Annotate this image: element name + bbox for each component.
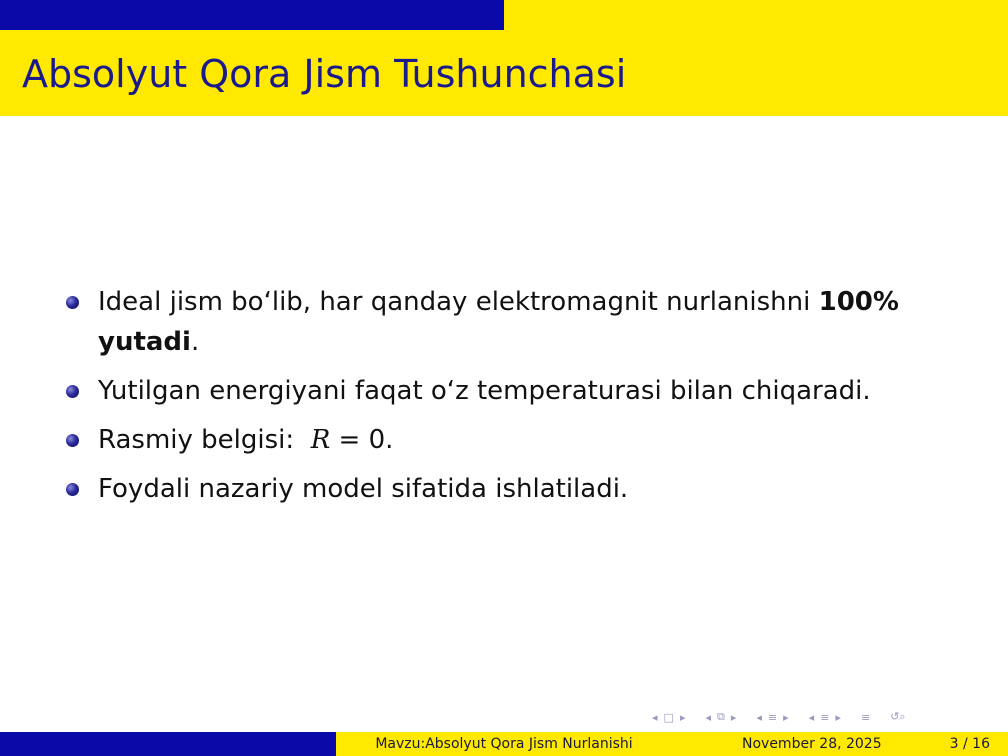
bullet-bold-text: 100% yutadi [98,287,899,357]
bullet-list [66,282,946,509]
bullet-icon [66,296,79,309]
nav-frame-icon[interactable]: ⧉ [717,710,725,723]
bullet-icon [66,434,79,447]
footer-bar [0,732,1008,756]
nav-first-icon[interactable]: □ [663,710,674,724]
bullet-text: Foydali nazariy model sifatida ishlatiladi. [98,474,629,504]
bullet-item [66,371,946,411]
math-equation: = 0. [330,425,394,455]
title-band [0,30,1008,116]
footer-page-number: 3 / 16 [949,736,990,752]
slide-title: Absolyut Qora Jism Tushunchasi [22,52,627,96]
nav-left-arrow-icon[interactable]: ◂ [808,710,815,724]
bullet-icon [66,385,79,398]
nav-left-arrow-icon[interactable]: ◂ [756,710,762,724]
bullet-text-end: . [190,327,200,357]
nav-align-icon[interactable]: ≡ [860,710,871,724]
header-bar-blue [0,0,504,30]
nav-search-icon[interactable]: ↺⌕ [890,710,906,723]
footer-blue-segment [0,732,336,756]
bullet-icon [66,483,79,496]
bullet-text: Ideal jism bo‘lib, har qanday elektromagnit nurlanishni [98,287,819,317]
footer-topic: Mavzu:Absolyut Qora Jism Nurlanishi [336,732,672,756]
nav-subsection-icon[interactable]: ≡ [820,710,830,724]
slide-content [66,282,946,518]
bullet-item [66,282,946,362]
footer-date: November 28, 2025 [742,736,882,752]
nav-right-arrow-icon[interactable]: ▸ [679,710,686,724]
nav-right-arrow-icon[interactable]: ▸ [835,710,841,724]
footer-info [672,732,1008,756]
bullet-item [66,420,946,460]
math-variable: R [310,425,331,455]
nav-section-icon[interactable]: ≡ [767,710,778,724]
nav-left-arrow-icon[interactable]: ◂ [652,710,658,724]
bullet-item [66,469,946,509]
nav-right-arrow-icon[interactable]: ▸ [783,710,789,724]
beamer-navigation [652,709,1002,725]
nav-left-arrow-icon[interactable]: ◂ [705,710,711,724]
bullet-text: Yutilgan energiyani faqat o‘z temperaturasi bilan chiqaradi. [98,376,871,406]
bullet-text: Rasmiy belgisi: [98,425,311,455]
header-bar [0,0,1008,30]
nav-right-arrow-icon[interactable]: ▸ [730,710,737,724]
header-bar-yellow [504,0,1008,30]
